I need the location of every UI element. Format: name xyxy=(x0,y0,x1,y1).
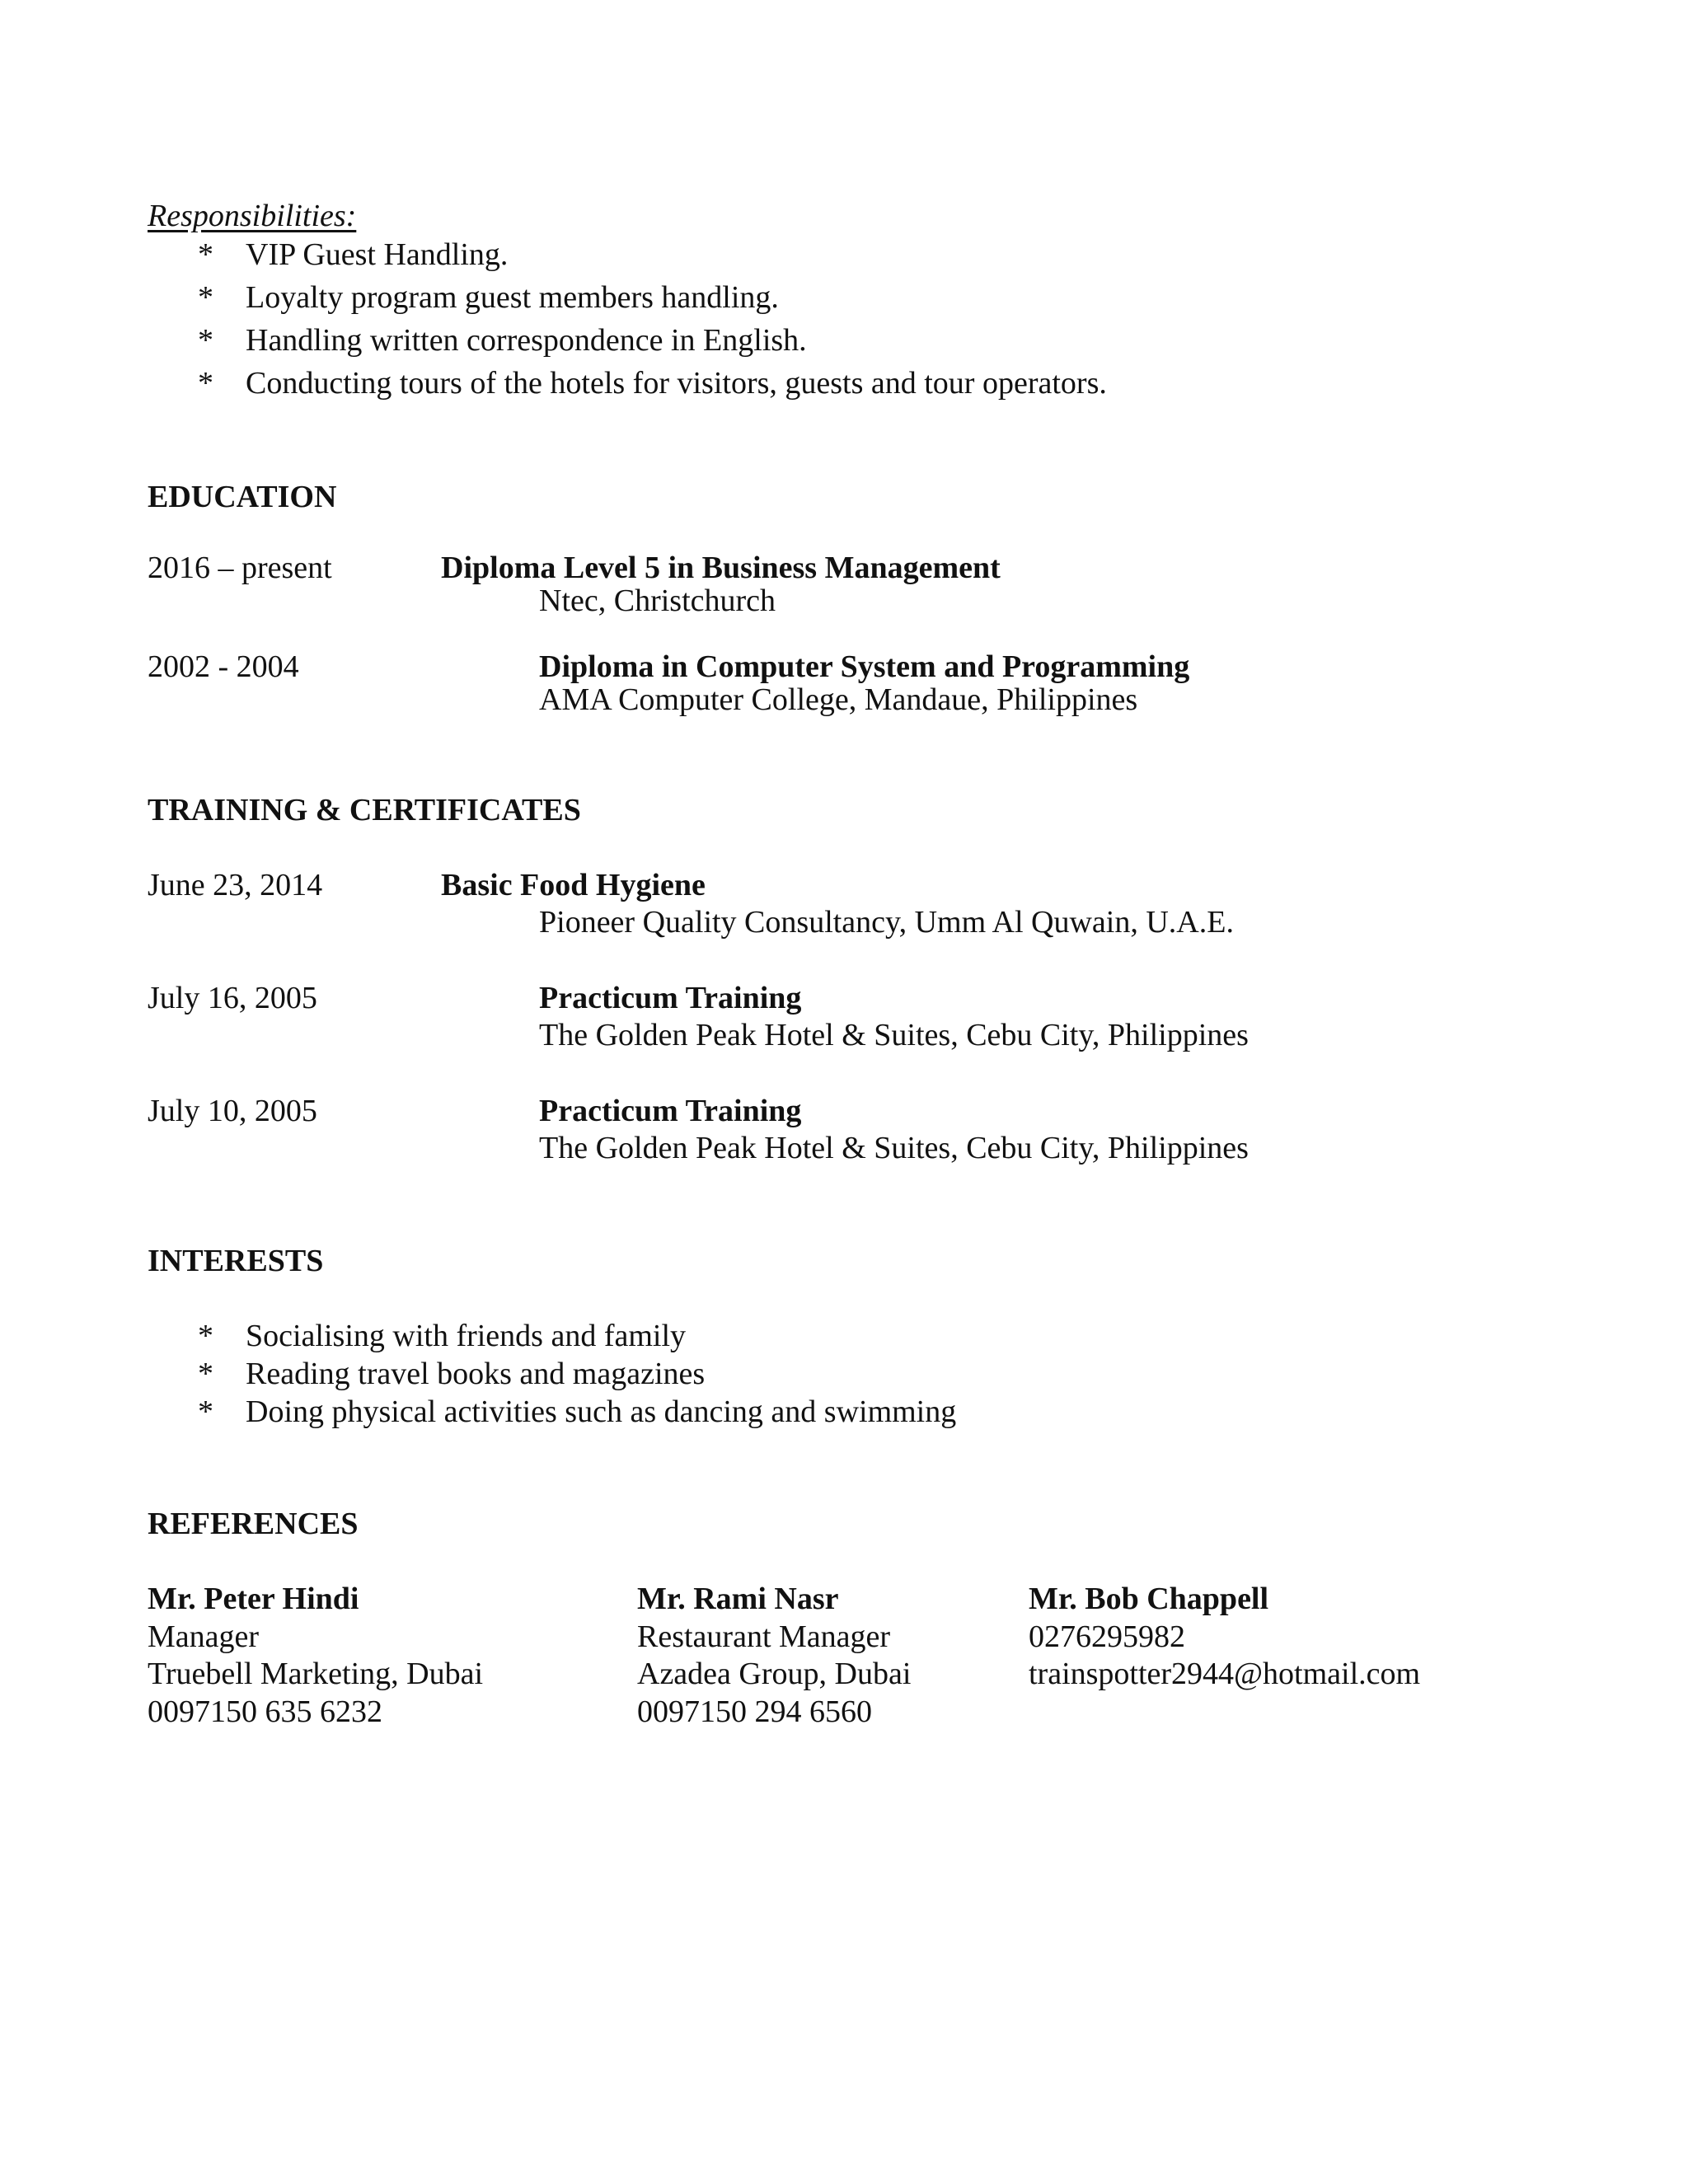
references-heading: REFERENCES xyxy=(148,1507,359,1541)
bullet-star: * xyxy=(198,323,213,358)
reference-line: 0276295982 xyxy=(1029,1619,1185,1654)
responsibility-text: Handling written correspondence in English. xyxy=(246,323,807,358)
training-title: Practicum Training xyxy=(539,981,802,1015)
interest-text: Socialising with friends and family xyxy=(246,1319,687,1353)
responsibility-text: VIP Guest Handling. xyxy=(246,237,509,272)
responsibility-text: Conducting tours of the hotels for visitors, guests and tour operators. xyxy=(246,366,1107,401)
reference-line: Restaurant Manager xyxy=(637,1619,891,1654)
bullet-star: * xyxy=(198,280,213,315)
bullet-star: * xyxy=(198,1319,213,1353)
training-title: Basic Food Hygiene xyxy=(441,868,706,902)
training-date: July 16, 2005 xyxy=(148,981,317,1015)
responsibilities-heading: Responsibilities: xyxy=(148,199,357,233)
interest-text: Reading travel books and magazines xyxy=(246,1357,706,1391)
training-institution: The Golden Peak Hotel & Suites, Cebu City, Philippines xyxy=(539,1131,1249,1165)
responsibility-text: Loyalty program guest members handling. xyxy=(246,280,779,315)
education-title: Diploma Level 5 in Business Management xyxy=(441,551,1001,585)
reference-line: 0097150 635 6232 xyxy=(148,1694,382,1729)
education-institution: AMA Computer College, Mandaue, Philippines xyxy=(539,682,1138,717)
reference-line: 0097150 294 6560 xyxy=(637,1694,872,1729)
education-date: 2002 - 2004 xyxy=(148,649,299,684)
reference-email: trainspotter2944@hotmail.com xyxy=(1029,1657,1421,1691)
education-heading: EDUCATION xyxy=(148,480,337,514)
training-title: Practicum Training xyxy=(539,1094,802,1128)
training-date: July 10, 2005 xyxy=(148,1094,317,1128)
training-heading: TRAINING & CERTIFICATES xyxy=(148,793,581,827)
reference-line: Manager xyxy=(148,1619,260,1654)
bullet-star: * xyxy=(198,366,213,401)
interest-text: Doing physical activities such as dancing and swimming xyxy=(246,1394,957,1429)
training-date: June 23, 2014 xyxy=(148,868,323,902)
training-institution: Pioneer Quality Consultancy, Umm Al Quwain, U.A.E. xyxy=(539,905,1234,940)
reference-name: Mr. Peter Hindi xyxy=(148,1582,359,1616)
education-date: 2016 – present xyxy=(148,551,332,585)
bullet-star: * xyxy=(198,1394,213,1429)
bullet-star: * xyxy=(198,1357,213,1391)
reference-name: Mr. Rami Nasr xyxy=(637,1582,839,1616)
bullet-star: * xyxy=(198,237,213,272)
education-institution: Ntec, Christchurch xyxy=(539,583,776,618)
interests-heading: INTERESTS xyxy=(148,1244,324,1278)
education-title: Diploma in Computer System and Programming xyxy=(539,649,1190,684)
reference-line: Truebell Marketing, Dubai xyxy=(148,1657,484,1691)
training-institution: The Golden Peak Hotel & Suites, Cebu City, Philippines xyxy=(539,1018,1249,1052)
reference-name: Mr. Bob Chappell xyxy=(1029,1582,1269,1616)
reference-line: Azadea Group, Dubai xyxy=(637,1657,912,1691)
